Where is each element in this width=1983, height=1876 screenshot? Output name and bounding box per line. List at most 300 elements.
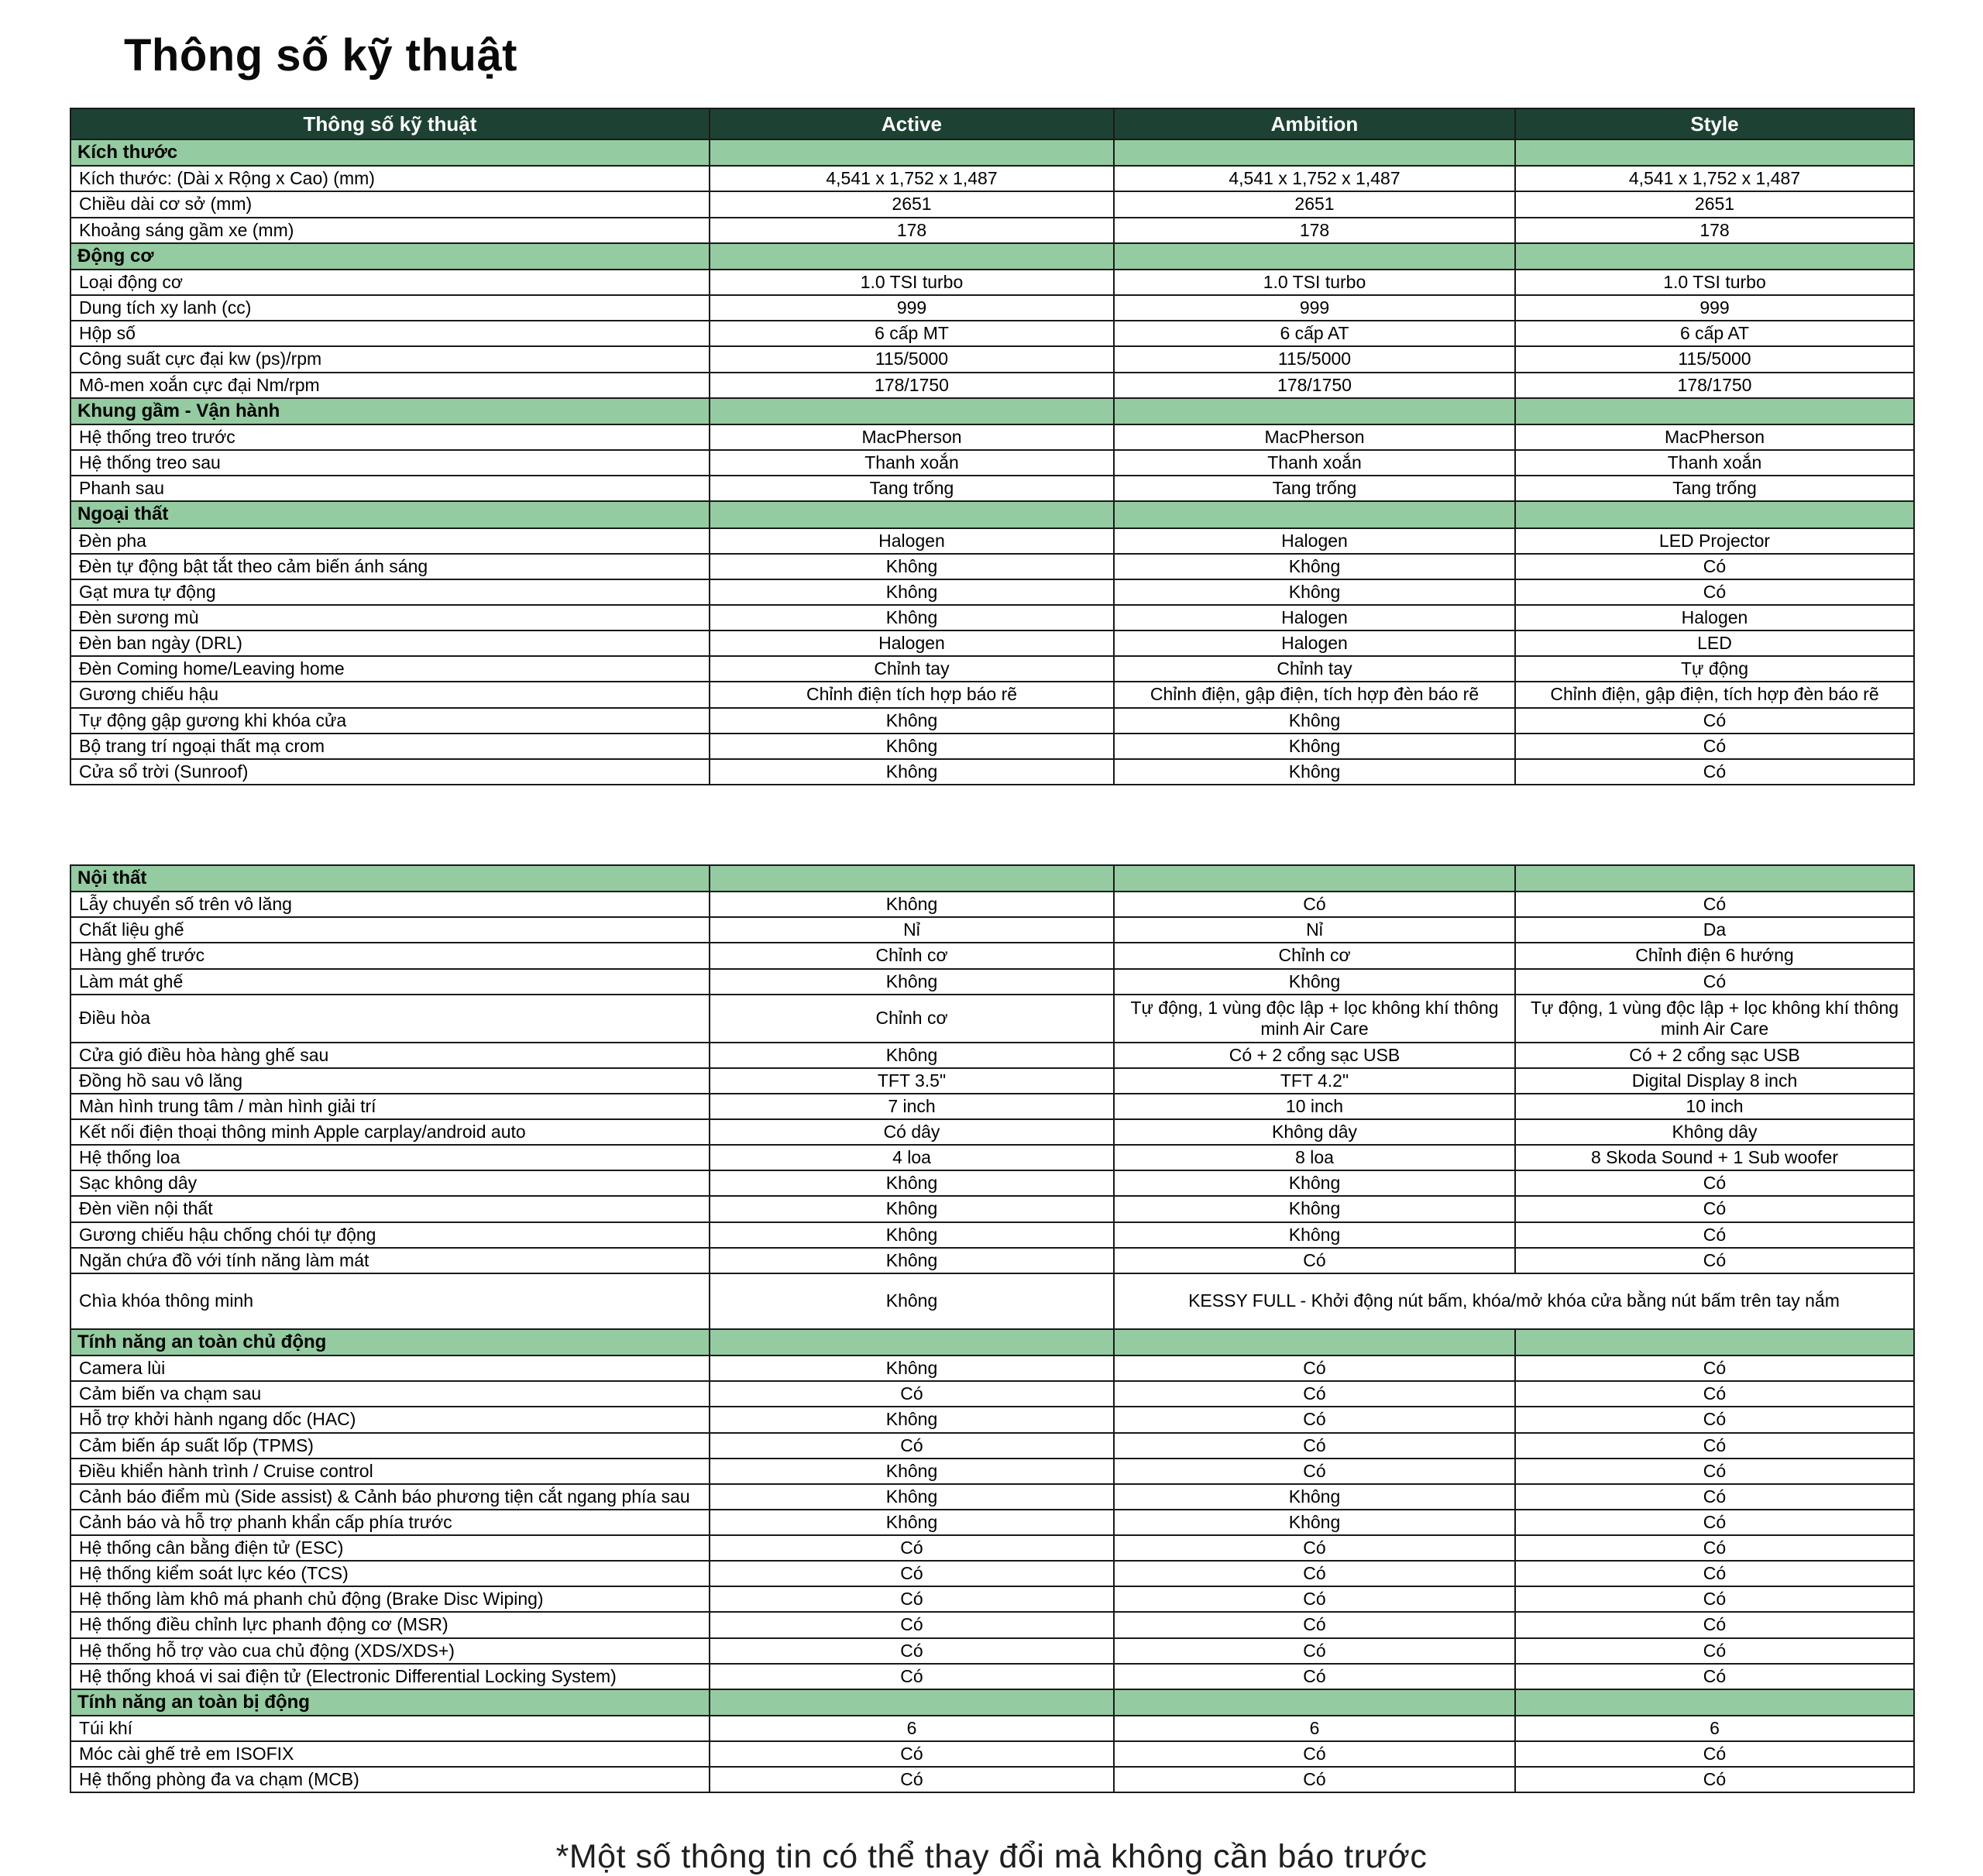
spec-label: Phanh sau [70,476,710,501]
spec-value: Có [1114,1355,1515,1381]
spec-value: Có [710,1767,1114,1792]
spec-label: Khoảng sáng gầm xe (mm) [70,218,710,243]
spec-row [70,734,1914,759]
section-title: Tính năng an toàn bị động [70,1689,710,1716]
footer-note: *Một số thông tin có thể thay đổi mà không cần báo trước [555,1838,1428,1876]
spec-value: 10 inch [1515,1094,1914,1119]
spec-label: Cảnh báo điểm mù (Side assist) & Cảnh báo phương tiện cắt ngang phía sau [70,1484,710,1510]
spec-value: Halogen [1114,528,1515,554]
spec-label: Chìa khóa thông minh [70,1273,710,1329]
spec-value: 2651 [1515,191,1914,217]
spec-row [70,1716,1914,1741]
spec-value: Không dây [1114,1119,1515,1145]
spec-label: Gạt mưa tự động [70,579,710,605]
spec-row [70,759,1914,785]
spec-value: Halogen [710,630,1114,656]
spec-row [70,969,1914,995]
spec-label: Hệ thống cân bằng điện tử (ESC) [70,1535,710,1561]
spec-row [70,943,1914,968]
spec-value: Halogen [1114,605,1515,630]
spec-value: Có [1515,579,1914,605]
spec-label: Bộ trang trí ngoại thất mạ crom [70,734,710,759]
section-cell [710,865,1114,892]
section-cell [1114,1689,1515,1716]
section-cell [1515,501,1914,527]
spec-label: Hệ thống kiểm soát lực kéo (TCS) [70,1561,710,1586]
spec-value: Có [1114,1407,1515,1432]
spec-value: Tang trống [710,476,1114,501]
spec-value: Có [710,1381,1114,1407]
spec-value: MacPherson [1114,424,1515,450]
spec-value: 7 inch [710,1094,1114,1119]
spec-row [70,1222,1914,1248]
spec-value: Không [710,734,1114,759]
spec-label: Đèn sương mù [70,605,710,630]
spec-row [70,424,1914,450]
spec-value: Không [710,1355,1114,1381]
spec-value: Có [1515,1767,1914,1792]
spec-row [70,346,1914,372]
spec-value: Da [1515,917,1914,943]
spec-value: Chỉnh điện, gập điện, tích hợp đèn báo rẽ [1515,682,1914,707]
section-cell [1114,865,1515,892]
spec-row [70,1459,1914,1484]
spec-value: Có + 2 cổng sạc USB [1515,1043,1914,1068]
spec-value: Có [1515,708,1914,734]
section-cell [710,243,1114,270]
spec-value: Có [1515,1381,1914,1407]
spec-value: Có [710,1612,1114,1637]
spec-value: Digital Display 8 inch [1515,1068,1914,1094]
spec-value: 1.0 TSI turbo [710,270,1114,295]
spec-row [70,373,1914,398]
spec-value: Có [1515,1196,1914,1221]
spec-label: Hộp số [70,321,710,346]
spec-label: Kết nối điện thoại thông minh Apple carplay/android auto [70,1119,710,1145]
spec-row [70,1248,1914,1273]
spec-value: Có [1515,1355,1914,1381]
spec-row [70,1094,1914,1119]
spec-value: 6 [710,1716,1114,1741]
spec-table-upper [70,108,1915,785]
spec-value: Không [710,892,1114,917]
spec-value: Không [710,1459,1114,1484]
spec-value: Không [710,708,1114,734]
spec-value: 4,541 x 1,752 x 1,487 [1114,166,1515,191]
spec-label: Hệ thống khoá vi sai điện tử (Electronic Differential Locking System) [70,1664,710,1689]
spec-value: Có [1114,1535,1515,1561]
spec-value: 8 loa [1114,1145,1515,1170]
spec-value: Tang trống [1515,476,1914,501]
spec-value: 6 [1114,1716,1515,1741]
spec-value: Nỉ [1114,917,1515,943]
section-row [70,1329,1914,1355]
spec-value: Có [1114,1561,1515,1586]
spec-label: Chất liệu ghế [70,917,710,943]
spec-value: Thanh xoắn [1515,450,1914,476]
spec-value: Có [1515,1407,1914,1432]
spec-value: 178/1750 [710,373,1114,398]
spec-value: 115/5000 [710,346,1114,372]
spec-value: Không [710,605,1114,630]
spec-value: Có [1515,1535,1914,1561]
spec-value: Không [710,1248,1114,1273]
section-row [70,501,1914,527]
spec-row [70,1145,1914,1170]
spec-label: Đèn Coming home/Leaving home [70,656,710,682]
spec-row [70,1196,1914,1221]
spec-label: Lẫy chuyển số trên vô lăng [70,892,710,917]
spec-value: 10 inch [1114,1094,1515,1119]
spec-value: Có [1515,892,1914,917]
spec-label: Cửa gió điều hòa hàng ghế sau [70,1043,710,1068]
spec-value: Có [710,1638,1114,1664]
spec-value: Có [1114,892,1515,917]
spec-value: Có [1515,1741,1914,1767]
spec-value: Không [1114,579,1515,605]
section-cell [1114,398,1515,424]
column-header-ambition: Ambition [1114,108,1515,139]
section-cell [1515,1689,1914,1716]
spec-value: Có [1515,1612,1914,1637]
spec-label: Màn hình trung tâm / màn hình giải trí [70,1094,710,1119]
spec-label: Gương chiếu hậu chống chói tự động [70,1222,710,1248]
table-header-row [70,108,1914,139]
column-header-specs: Thông số kỹ thuật [70,108,710,139]
spec-value: MacPherson [1515,424,1914,450]
spec-value: 6 cấp AT [1515,321,1914,346]
spec-value: Có [1515,734,1914,759]
page-title: Thông số kỹ thuật [124,30,517,81]
spec-row [70,1510,1914,1535]
spec-value: Có [1114,1664,1515,1689]
section-cell [1515,398,1914,424]
spec-value: Không [710,554,1114,579]
spec-value: Chỉnh cơ [710,943,1114,968]
spec-value: Có [1114,1586,1515,1612]
spec-value: Có [710,1433,1114,1459]
spec-value: Không [710,1273,1114,1329]
spec-value: Không [710,1196,1114,1221]
spec-value: Halogen [710,528,1114,554]
spec-label: Camera lùi [70,1355,710,1381]
spec-value: 115/5000 [1114,346,1515,372]
section-row [70,398,1914,424]
spec-row [70,1535,1914,1561]
spec-value: Không [710,1407,1114,1432]
section-cell [710,398,1114,424]
spec-value: Có [1515,1170,1914,1196]
spec-label: Sạc không dây [70,1170,710,1196]
spec-value: Có [1515,1433,1914,1459]
spec-value: Có [1515,554,1914,579]
spec-label: Hỗ trợ khởi hành ngang dốc (HAC) [70,1407,710,1432]
spec-value: Tự động [1515,656,1914,682]
spec-row [70,682,1914,707]
spec-value: Có [1114,1612,1515,1637]
spec-label: Đèn viền nội thất [70,1196,710,1221]
spec-value: Có [1515,1459,1914,1484]
spec-value: 2651 [1114,191,1515,217]
spec-value: Có [1114,1638,1515,1664]
spec-row [70,630,1914,656]
spec-label: Hàng ghế trước [70,943,710,968]
spec-row [70,1561,1914,1586]
spec-row [70,1612,1914,1637]
spec-row [70,917,1914,943]
spec-row [70,1381,1914,1407]
spec-value: Có [1515,1484,1914,1510]
spec-row [70,1043,1914,1068]
spec-row [70,554,1914,579]
spec-value: Có + 2 cổng sạc USB [1114,1043,1515,1068]
spec-row [70,1638,1914,1664]
spec-value: Có [710,1535,1114,1561]
spec-label: Hệ thống phòng đa va chạm (MCB) [70,1767,710,1792]
spec-label: Túi khí [70,1716,710,1741]
spec-value: Có [710,1561,1114,1586]
spec-value: Có [1114,1767,1515,1792]
spec-row [70,1741,1914,1767]
section-cell [1114,1329,1515,1355]
spec-label: Điều hòa [70,995,710,1043]
section-cell [710,139,1114,166]
spec-row [70,1586,1914,1612]
spec-value: Chỉnh điện, gập điện, tích hợp đèn báo rẽ [1114,682,1515,707]
spec-value: Không [1114,708,1515,734]
spec-value: Tang trống [1114,476,1515,501]
spec-value: Chỉnh điện 6 hướng [1515,943,1914,968]
section-cell [710,501,1114,527]
spec-value: 999 [1114,295,1515,321]
spec-row [70,295,1914,321]
spec-label: Hệ thống điều chỉnh lực phanh động cơ (MSR) [70,1612,710,1637]
spec-row [70,166,1914,191]
spec-value: Có [1114,1433,1515,1459]
spec-value: Có [1515,1222,1914,1248]
section-row [70,243,1914,270]
spec-value: Có [1114,1741,1515,1767]
spec-value: Không [1114,734,1515,759]
spec-value: Chỉnh tay [710,656,1114,682]
spec-row [70,1484,1914,1510]
spec-row [70,528,1914,554]
spec-value: Chỉnh tay [1114,656,1515,682]
spec-row [70,579,1914,605]
spec-row [70,1355,1914,1381]
spec-row [70,450,1914,476]
spec-value: Halogen [1114,630,1515,656]
spec-value: 178 [710,218,1114,243]
spec-label: Mô-men xoắn cực đại Nm/rpm [70,373,710,398]
spec-label: Đồng hồ sau vô lăng [70,1068,710,1094]
spec-row [70,1433,1914,1459]
spec-value: LED Projector [1515,528,1914,554]
spec-value: Chỉnh điện tích hợp báo rẽ [710,682,1114,707]
section-cell [1515,243,1914,270]
spec-table-lower [70,864,1915,1794]
spec-label: Hệ thống loa [70,1145,710,1170]
spec-value: TFT 3.5" [710,1068,1114,1094]
spec-value: 178 [1515,218,1914,243]
spec-value: Có [710,1664,1114,1689]
spec-value: MacPherson [710,424,1114,450]
table-block-gap [0,785,1983,864]
section-cell [710,1329,1114,1355]
spec-value: Nỉ [710,917,1114,943]
spec-label: Đèn tự động bật tắt theo cảm biến ánh sáng [70,554,710,579]
spec-value: Có [1515,1248,1914,1273]
spec-value: Có [1515,1664,1914,1689]
section-title: Tính năng an toàn chủ động [70,1329,710,1355]
spec-row [70,1767,1914,1792]
spec-value: Có [1515,1586,1914,1612]
section-cell [1114,501,1515,527]
spec-value: Không [1114,1222,1515,1248]
spec-value: 115/5000 [1515,346,1914,372]
spec-label: Ngăn chứa đồ với tính năng làm mát [70,1248,710,1273]
section-row [70,1689,1914,1716]
section-title: Ngoại thất [70,501,710,527]
spec-value: Tự động, 1 vùng độc lập + lọc không khí thông minh Air Care [1114,995,1515,1043]
column-header-active: Active [710,108,1114,139]
spec-value: 4,541 x 1,752 x 1,487 [710,166,1114,191]
spec-label: Hệ thống treo sau [70,450,710,476]
spec-row [70,1664,1914,1689]
spec-value: Không [1114,1484,1515,1510]
spec-value: 178/1750 [1515,373,1914,398]
spec-value: Thanh xoắn [710,450,1114,476]
spec-label: Đèn pha [70,528,710,554]
spec-value: Có [1114,1381,1515,1407]
spec-value: Có [1114,1248,1515,1273]
spec-value: Không [1114,969,1515,995]
spec-row [70,476,1914,501]
section-title: Nội thất [70,865,710,892]
spec-value: 6 [1515,1716,1914,1741]
spec-label: Hệ thống hỗ trợ vào cua chủ động (XDS/XDS+) [70,1638,710,1664]
section-title: Kích thước [70,139,710,166]
spec-label: Cửa sổ trời (Sunroof) [70,759,710,785]
section-cell [1515,139,1914,166]
spec-value: Tự động, 1 vùng độc lập + lọc không khí thông minh Air Care [1515,995,1914,1043]
spec-value: 4 loa [710,1145,1114,1170]
spec-row [70,1068,1914,1094]
spec-row [70,892,1914,917]
spec-value: Không [1114,1510,1515,1535]
spec-value: Có [710,1741,1114,1767]
spec-value: Không [1114,1196,1515,1221]
spec-row [70,656,1914,682]
spec-value: 1.0 TSI turbo [1114,270,1515,295]
spec-value: Có [710,1586,1114,1612]
spec-label: Công suất cực đại kw (ps)/rpm [70,346,710,372]
spec-value: 6 cấp MT [710,321,1114,346]
spec-value: Không [710,579,1114,605]
spec-value: 999 [1515,295,1914,321]
spec-value: Không [710,1510,1114,1535]
spec-row [70,1407,1914,1432]
spec-row [70,191,1914,217]
spec-value: Không [710,1170,1114,1196]
spec-value: Không dây [1515,1119,1914,1145]
spec-label: Kích thước: (Dài x Rộng x Cao) (mm) [70,166,710,191]
spec-value: KESSY FULL - Khởi động nút bấm, khóa/mở khóa cửa bằng nút bấm trên tay nắm [1114,1273,1914,1329]
spec-label: Làm mát ghế [70,969,710,995]
spec-row [70,321,1914,346]
section-cell [1114,243,1515,270]
section-cell [1114,139,1515,166]
spec-label: Điều khiển hành trình / Cruise control [70,1459,710,1484]
spec-value: Có [1515,1561,1914,1586]
spec-value: 999 [710,295,1114,321]
spec-value: Không [1114,759,1515,785]
spec-value: Chỉnh cơ [710,995,1114,1043]
spec-value: Halogen [1515,605,1914,630]
column-header-style: Style [1515,108,1914,139]
spec-label: Cảnh báo và hỗ trợ phanh khẩn cấp phía trước [70,1510,710,1535]
spec-value: Có dây [710,1119,1114,1145]
spec-value: Có [1515,969,1914,995]
spec-row [70,1170,1914,1196]
spec-value: Không [710,1484,1114,1510]
spec-label: Chiều dài cơ sở (mm) [70,191,710,217]
spec-value: TFT 4.2" [1114,1068,1515,1094]
spec-value: LED [1515,630,1914,656]
section-cell [710,1689,1114,1716]
section-cell [1515,1329,1914,1355]
section-row [70,139,1914,166]
spec-label: Móc cài ghế trẻ em ISOFIX [70,1741,710,1767]
spec-value: Không [710,1043,1114,1068]
spec-label: Hệ thống treo trước [70,424,710,450]
spec-value: 178/1750 [1114,373,1515,398]
spec-row [70,605,1914,630]
spec-value: Chỉnh cơ [1114,943,1515,968]
spec-row [70,1273,1914,1329]
spec-label: Tự động gập gương khi khóa cửa [70,708,710,734]
spec-value: 178 [1114,218,1515,243]
spec-label: Đèn ban ngày (DRL) [70,630,710,656]
spec-label: Hệ thống làm khô má phanh chủ động (Brake Disc Wiping) [70,1586,710,1612]
spec-value: 4,541 x 1,752 x 1,487 [1515,166,1914,191]
spec-row [70,218,1914,243]
spec-value: Có [1515,1638,1914,1664]
section-title: Khung gầm - Vận hành [70,398,710,424]
spec-value: 1.0 TSI turbo [1515,270,1914,295]
spec-label: Cảm biến áp suất lốp (TPMS) [70,1433,710,1459]
spec-value: Có [1114,1459,1515,1484]
section-row [70,865,1914,892]
spec-value: 2651 [710,191,1114,217]
spec-value: Không [1114,1170,1515,1196]
spec-row [70,270,1914,295]
spec-value: Không [710,969,1114,995]
spec-value: 6 cấp AT [1114,321,1515,346]
spec-label: Gương chiếu hậu [70,682,710,707]
spec-value: Không [710,759,1114,785]
spec-value: 8 Skoda Sound + 1 Sub woofer [1515,1145,1914,1170]
spec-row [70,708,1914,734]
spec-label: Loại động cơ [70,270,710,295]
spec-label: Cảm biến va chạm sau [70,1381,710,1407]
spec-value: Thanh xoắn [1114,450,1515,476]
spec-value: Có [1515,759,1914,785]
spec-row [70,1119,1914,1145]
section-cell [1515,865,1914,892]
section-title: Động cơ [70,243,710,270]
spec-value: Không [710,1222,1114,1248]
